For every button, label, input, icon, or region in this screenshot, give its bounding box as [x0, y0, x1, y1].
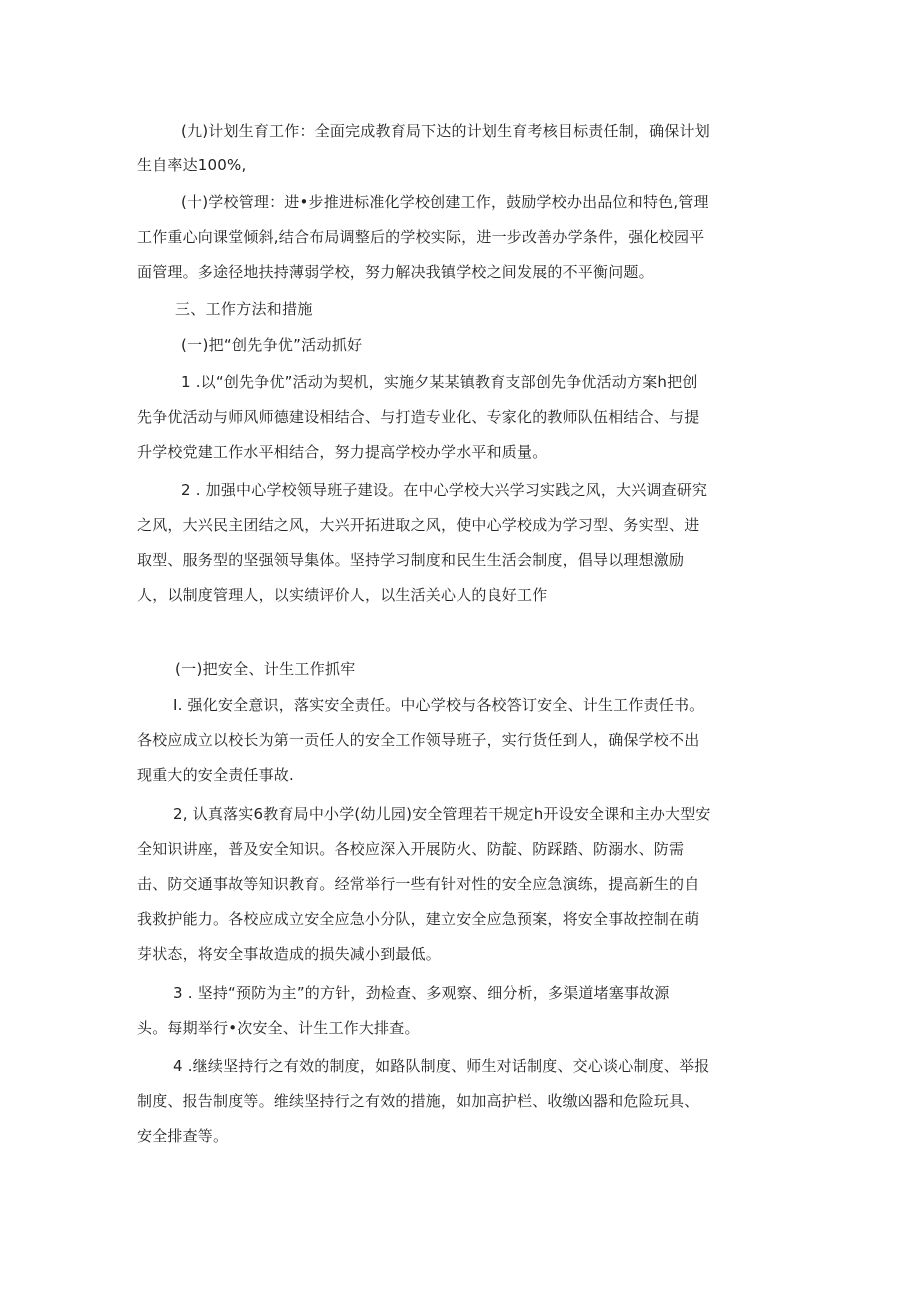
text-line: 全知识讲座，普及安全知识。各校应深入开展防火、防靛、防踩踏、防溺水、防需 — [137, 840, 685, 858]
text-line: 先争优活动与师风师德建设相结合、与打造专业化、专家化的教师队伍相结合、与提 — [137, 408, 700, 426]
text-line: 人，以制度管理人，以实绩评价人，以生活关心人的良好工作 — [137, 586, 548, 604]
section-heading: 三、工作方法和措施 — [175, 300, 313, 318]
text-line: 4 .继续坚持行之有效的制度，如路队制度、师生对话制度、交心谈心制度、举报 — [173, 1057, 710, 1075]
text-line: 1 .以“创先争优”活动为契机，实施夕某某镇教育支部创先争优活动方案h把创 — [181, 373, 698, 391]
text-line: 工作重心向课堂倾斜,结合布局调整后的学校实际，进一步改善办学条件，强化校园平 — [137, 228, 705, 246]
text-line: (九)计划生育工作：全面完成教育局下达的计划生育考核目标责任制，确保计划 — [181, 122, 710, 140]
text-line: 击、防交通事故等知识教育。经常举行一些有针对性的安全应急演练，提高新生的自 — [137, 875, 700, 893]
text-line: I. 强化安全意识，落实安全责任。中心学校与各校答订安全、计生工作责任书。 — [173, 696, 705, 714]
text-line: 取型、服务型的坚强领导集体。坚持学习制度和民生生活会制度，倡导以理想激励 — [137, 551, 685, 569]
text-line: 面管理。多途径地扶持薄弱学校，努力解决我镇学校之间发展的不平衡问题。 — [137, 263, 654, 281]
subheading: (一)把“创先争优”活动抓好 — [181, 336, 363, 354]
text-line: 头。每期举行•次安全、计生工作大排查。 — [137, 1019, 420, 1037]
text-line: 2 . 加强中心学校领导班子建设。在中心学校大兴学习实践之风，大兴调查研究 — [181, 481, 708, 499]
text-line: 芽状态，将安全事故造成的损失减小到最低。 — [137, 945, 442, 963]
text-line: 生自率达100%, — [137, 156, 247, 174]
text-line: 之风，大兴民主团结之风，大兴开拓进取之风，使中心学校成为学习型、务实型、进 — [137, 516, 700, 534]
text-line: 各校应成立以校长为第一贡任人的安全工作领导班子，实行货任到人，确保学校不出 — [137, 731, 700, 749]
text-line: 我救护能力。各校应成立安全应急小分队，建立安全应急预案，将安全事故控制在萌 — [137, 910, 700, 928]
text-line: 现重大的安全责任事故. — [137, 766, 294, 784]
text-line: (十)学校管理：进•步推进标准化学校创建工作，鼓励学校办出品位和特色,管理 — [181, 193, 709, 211]
text-line: 制度、报告制度等。维续坚持行之有效的措施，如加高护栏、收缴凶器和危险玩具、 — [137, 1092, 700, 1110]
text-line: 2, 认真落实6教育局中小学(幼儿园)安全管理若干规定h开设安全课和主办大型安 — [173, 805, 711, 823]
text-line: 升学校党建工作水平相结合，努力提高学校办学水平和质量。 — [137, 443, 548, 461]
subheading: (一)把安全、计生工作抓牢 — [175, 660, 356, 678]
text-line: 3 . 坚持“预防为主”的方针，劲检查、多观察、细分析，多渠道堵塞事故源 — [173, 984, 670, 1002]
text-line: 安全排查等。 — [137, 1127, 229, 1145]
